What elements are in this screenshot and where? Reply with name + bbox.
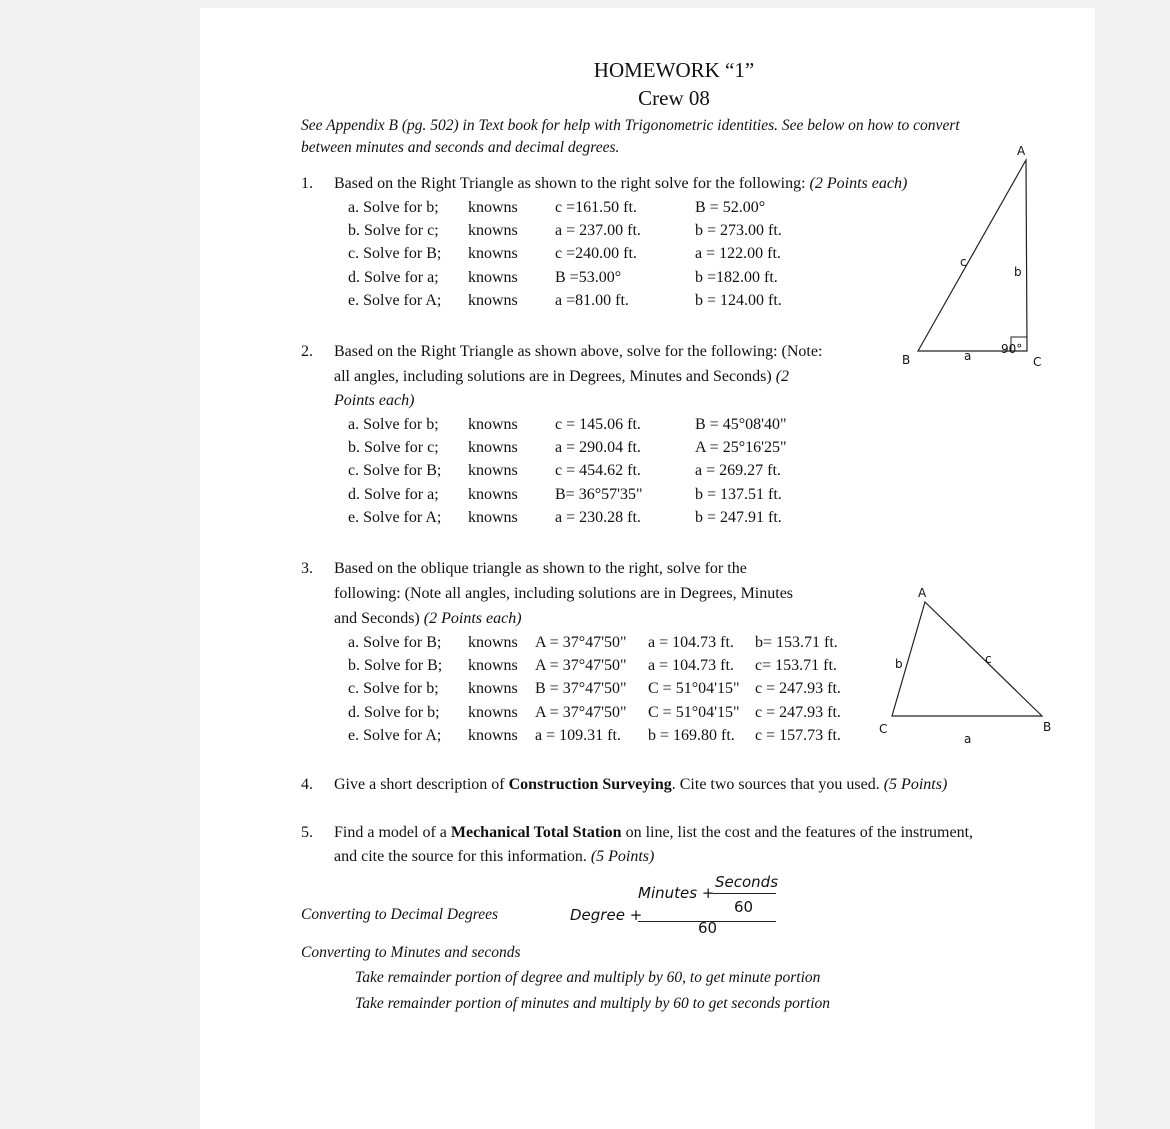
q3-row-cell: knowns	[468, 634, 518, 651]
q3-line-3-text: and Seconds)	[334, 610, 420, 627]
q1-row-cell: a = 237.00 ft.	[555, 222, 641, 240]
triangle1-side-c: c	[960, 255, 967, 269]
q1-row-cell: knowns	[468, 245, 518, 263]
q5-post: on line, list the cost and the features of the instrument,	[625, 824, 974, 841]
q3-row-cell: e. Solve for A;	[348, 726, 442, 744]
q3-row-cell: a = 109.31 ft.	[535, 726, 621, 744]
q3-row-cell: knowns	[468, 726, 518, 744]
q3-row-cell: c = 157.73 ft.	[755, 726, 841, 744]
q3-row-cell: A = 37°47'50"	[535, 657, 627, 675]
q2-row-cell: a. Solve for b;	[348, 416, 439, 433]
q2-row-cell: B= 36°57'35"	[555, 485, 643, 503]
q1-row-cell: c =240.00 ft.	[555, 245, 637, 263]
q5-line-2	[334, 848, 654, 866]
q4-bold: Construction Surveying	[508, 776, 672, 793]
q3-row-cell: A = 37°47'50"	[535, 703, 627, 721]
q1-row-cell: b = 124.00 ft.	[695, 291, 782, 309]
q2-line-2	[334, 368, 789, 386]
q2-line-1: Based on the Right Triangle as shown above, solve for the following: (Note:	[334, 343, 823, 360]
triangle2-side-b: b	[895, 657, 903, 671]
q4-text	[334, 776, 947, 794]
q2-row-cell: a = 230.28 ft.	[555, 508, 641, 526]
minutes-seconds-label: Converting to Minutes and seconds	[301, 944, 521, 961]
q1-row-cell: b. Solve for c;	[348, 222, 439, 240]
q3-row-cell: b. Solve for B;	[348, 657, 443, 675]
intro-line-1: See Appendix B (pg. 502) in Text book for help with Trigonometric identities. See below on how to convert	[301, 117, 960, 134]
q2-row-cell: a = 269.27 ft.	[695, 462, 781, 480]
q2-row-cell: d. Solve for a;	[348, 485, 439, 503]
page-title: HOMEWORK “1”	[593, 58, 755, 82]
page-subtitle: Crew 08	[638, 86, 710, 110]
q1-row-cell: knowns	[468, 291, 518, 309]
q1-text	[334, 175, 907, 193]
q3-number: 3.	[301, 560, 313, 577]
formula-inner-sixty: 60	[734, 898, 754, 916]
q3-row-cell: a. Solve for B;	[348, 634, 442, 651]
triangle1-side-b: b	[1014, 265, 1022, 279]
q2-row-cell: a = 290.04 ft.	[555, 439, 641, 457]
q2-row-cell: c. Solve for B;	[348, 462, 442, 480]
oblique-triangle-shape	[892, 602, 1042, 716]
triangle2-vertex-A: A	[918, 586, 927, 600]
q1-row-cell: knowns	[468, 199, 518, 216]
q3-row-cell: c = 247.93 ft.	[755, 703, 841, 721]
q3-row-cell: c. Solve for b;	[348, 680, 439, 698]
q2-row-cell: c = 454.62 ft.	[555, 462, 641, 480]
q1-row-cell: e. Solve for A;	[348, 291, 442, 309]
conversion-step-1: Take remainder portion of degree and multiply by 60, to get minute portion	[355, 969, 821, 986]
q2-row-cell: knowns	[468, 416, 518, 433]
intro-line-2: between minutes and seconds and decimal degrees.	[301, 139, 620, 156]
q3-line-3-points: (2 Points each)	[423, 610, 522, 627]
q3-row-cell: a = 104.73 ft.	[648, 634, 734, 651]
q1-row-cell: knowns	[468, 268, 518, 286]
oblique-triangle-diagram	[870, 573, 1060, 753]
q5-bold: Mechanical Total Station	[450, 824, 622, 841]
q4-points: (5 Points)	[883, 776, 948, 793]
formula-outer-sixty: 60	[698, 919, 718, 937]
q1-row-cell: b =182.00 ft.	[695, 268, 778, 286]
q2-row-cell: b = 247.91 ft.	[695, 508, 782, 526]
q1-prompt: Based on the Right Triangle as shown to the right solve for the following:	[334, 175, 806, 192]
triangle1-vertex-B: B	[902, 353, 911, 367]
triangle2-vertex-B: B	[1043, 720, 1052, 734]
q3-row-cell: b= 153.71 ft.	[755, 634, 838, 651]
q3-row-cell: d. Solve for b;	[348, 703, 440, 721]
document-page	[200, 8, 1095, 1129]
q3-row-cell: a = 104.73 ft.	[648, 657, 734, 675]
q3-row-cell: b = 169.80 ft.	[648, 726, 735, 744]
q2-row-cell: knowns	[468, 485, 518, 503]
q2-row-cell: e. Solve for A;	[348, 508, 442, 526]
q1-row-cell: d. Solve for a;	[348, 268, 439, 286]
conversion-step-2: Take remainder portion of minutes and multiply by 60 to get seconds portion	[355, 995, 831, 1012]
q1-row-cell: B =53.00°	[555, 268, 622, 286]
q4-post: . Cite two sources that you used.	[671, 776, 880, 793]
q3-row-cell: c = 247.93 ft.	[755, 680, 841, 698]
triangle1-vertex-C: C	[1033, 355, 1042, 369]
q1-row-cell: knowns	[468, 222, 518, 240]
q1-row-cell: c =161.50 ft.	[555, 199, 637, 216]
triangle2-side-a: a	[964, 732, 972, 746]
formula-degree: Degree +	[570, 906, 643, 924]
q4-number: 4.	[301, 776, 313, 793]
q1-row-cell: a. Solve for b;	[348, 199, 439, 216]
q3-row-cell: knowns	[468, 657, 518, 675]
q2-row-cell: b = 137.51 ft.	[695, 485, 782, 503]
formula-inner-bar	[713, 893, 776, 894]
q4-pre: Give a short description of	[334, 776, 505, 793]
q3-row-cell: knowns	[468, 703, 518, 721]
q3-line-3	[334, 610, 522, 628]
triangle2-vertex-C: C	[879, 722, 888, 736]
triangle2-side-c: c	[985, 652, 992, 666]
q1-row-cell: a = 122.00 ft.	[695, 245, 781, 263]
q3-line-2: following: (Note all angles, including solutions are in Degrees, Minutes	[334, 585, 794, 602]
q2-row-cell: B = 45°08'40"	[695, 416, 787, 433]
q5-pre: Find a model of a	[334, 824, 447, 841]
q2-row-cell: knowns	[468, 439, 518, 457]
triangle1-side-a: a	[964, 349, 972, 363]
q1-points: (2 Points each)	[809, 175, 908, 192]
q2-row-cell: c = 145.06 ft.	[555, 416, 641, 433]
q2-number: 2.	[301, 343, 313, 360]
q2-line-2-points: (2	[775, 368, 790, 385]
q1-row-cell: a =81.00 ft.	[555, 291, 629, 309]
q5-line-2-text: and cite the source for this information.	[334, 848, 587, 865]
q1-row-cell: b = 273.00 ft.	[695, 222, 782, 240]
q2-row-cell: b. Solve for c;	[348, 439, 439, 457]
q3-row-cell: C = 51°04'15"	[648, 680, 740, 698]
q3-row-cell: C = 51°04'15"	[648, 703, 740, 721]
formula-minutes: Minutes +	[638, 884, 715, 902]
q3-row-cell: A = 37°47'50"	[535, 634, 627, 651]
right-triangle-diagram	[890, 138, 1060, 378]
q3-row-cell: c= 153.71 ft.	[755, 657, 837, 675]
decimal-degrees-label: Converting to Decimal Degrees	[301, 906, 499, 923]
q1-row-cell: c. Solve for B;	[348, 245, 442, 263]
formula-seconds: Seconds	[715, 873, 779, 891]
q1-number: 1.	[301, 175, 313, 192]
q2-row-cell: A = 25°16'25"	[695, 439, 787, 457]
triangle1-vertex-A: A	[1017, 144, 1026, 158]
q5-points: (5 Points)	[590, 848, 655, 865]
q2-line-2-text: all angles, including solutions are in Degrees, Minutes and Seconds)	[334, 368, 772, 385]
q1-row-cell: B = 52.00°	[695, 199, 766, 216]
right-triangle-shape	[918, 160, 1027, 351]
q5-line-1	[334, 824, 973, 842]
q3-line-1: Based on the oblique triangle as shown to the right, solve for the	[334, 560, 747, 577]
triangle1-right-angle: 90°	[1001, 342, 1023, 356]
q2-row-cell: knowns	[468, 508, 518, 526]
q5-number: 5.	[301, 824, 313, 841]
q2-line-3: Points each)	[334, 392, 415, 409]
q3-row-cell: knowns	[468, 680, 518, 698]
q2-row-cell: knowns	[468, 462, 518, 480]
q3-row-cell: B = 37°47'50"	[535, 680, 627, 698]
